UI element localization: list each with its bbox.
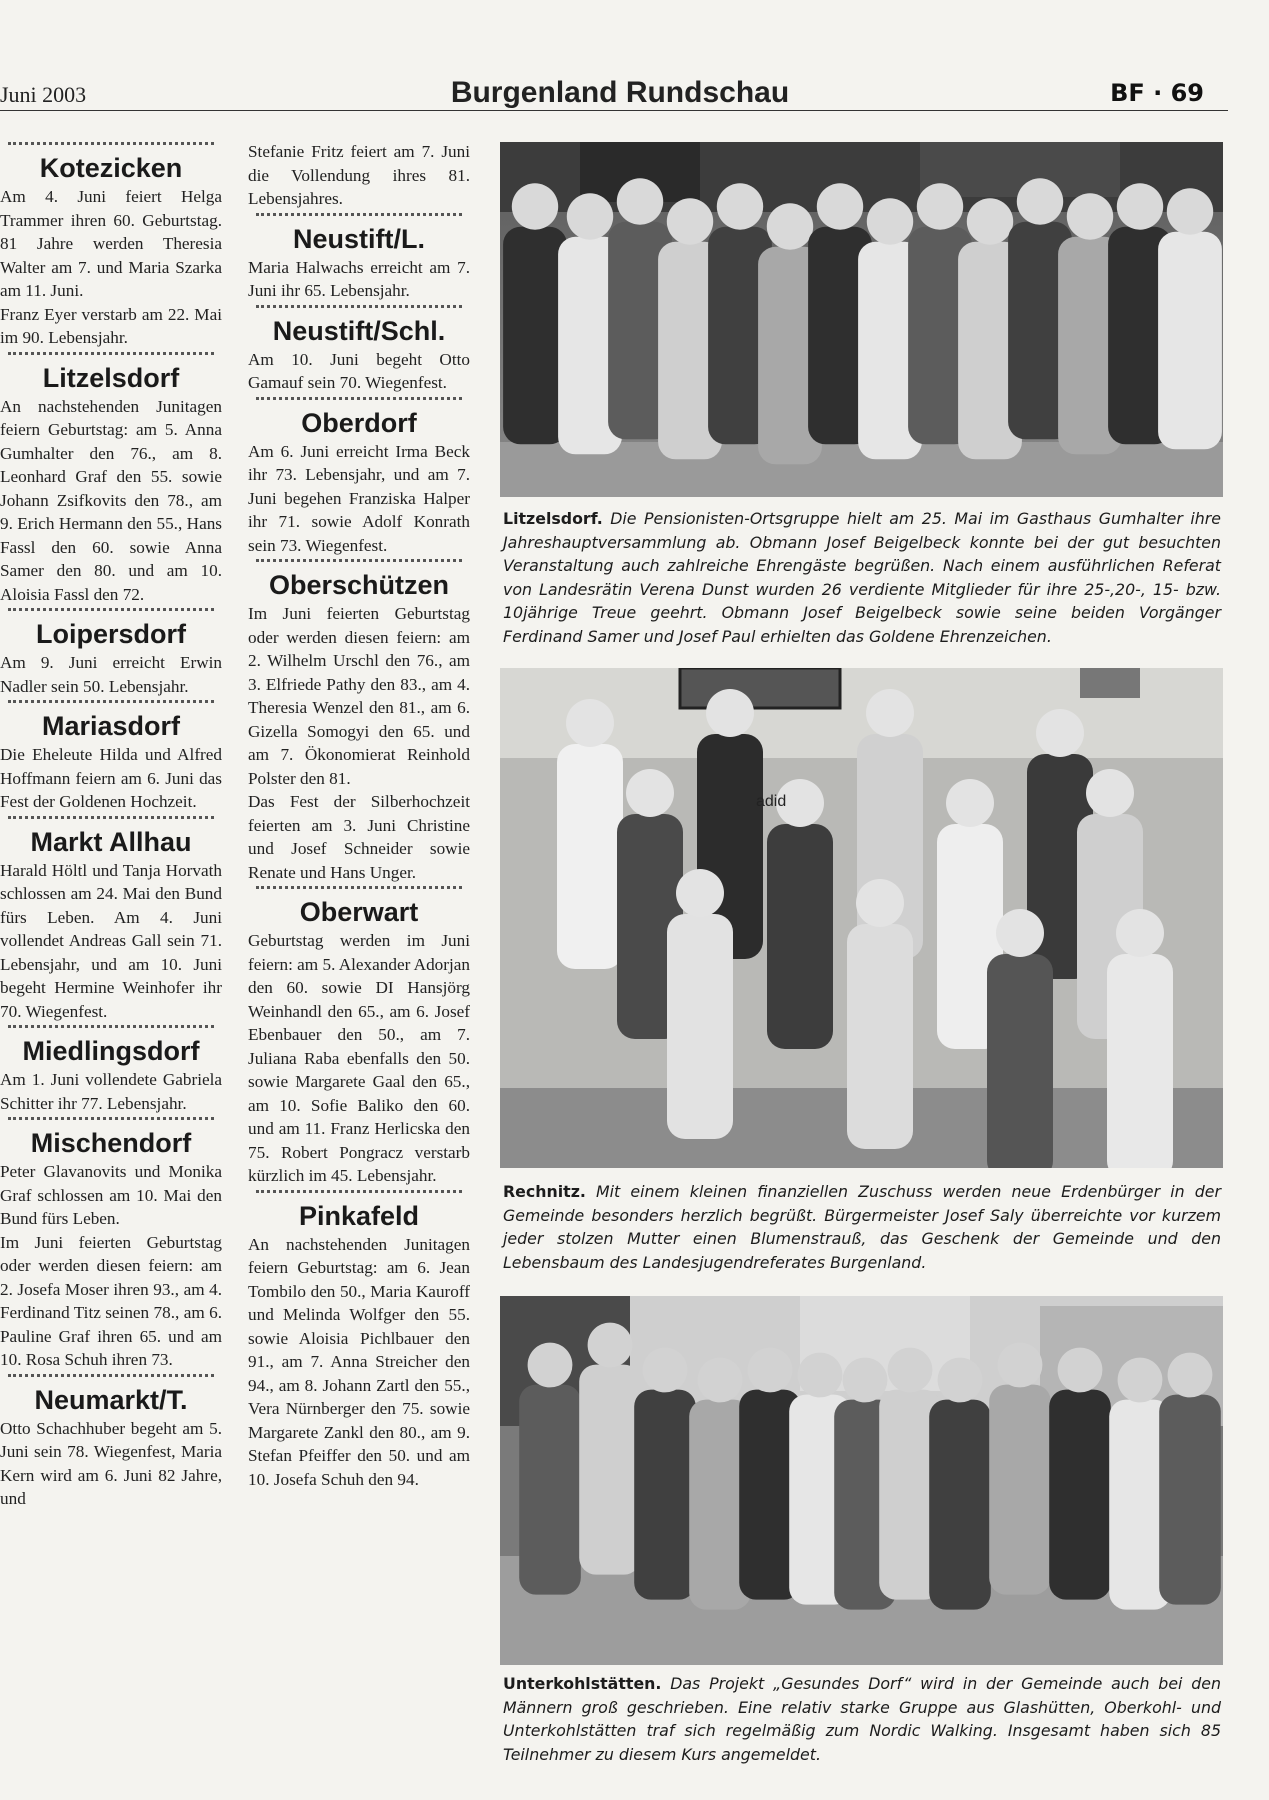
news-item: [0, 142, 222, 350]
town-heading: Oberwart: [299, 897, 419, 927]
news-paragraph: Am 4. Juni feiert Helga Trammer ihren 60. Geburtstag. 81 Jahre werden Theresia Walter am 7. und Maria Szarka am 11. Juni.: [0, 187, 222, 300]
person-head: [617, 178, 663, 224]
person-head: [667, 198, 713, 244]
town-heading: Mischendorf: [30, 1128, 192, 1158]
town-heading: Kotezicken: [39, 153, 183, 183]
news-paragraph: Peter Glavanovits und Monika Graf schlossen am 10. Mai den Bund fürs Leben.: [0, 1162, 222, 1228]
person-figure: [519, 1385, 581, 1595]
news-item: [0, 1117, 222, 1372]
dotted-separator: [8, 608, 214, 616]
person-figure: [634, 1390, 696, 1600]
town-heading: Neustift/Schl.: [272, 315, 446, 346]
news-item: [248, 559, 470, 884]
town-heading: Neumarkt/T.: [34, 1384, 188, 1415]
person-head: [998, 1343, 1043, 1388]
photo-pensioners-image: [500, 142, 1223, 497]
person-head: [566, 699, 614, 747]
person-head: [748, 1348, 793, 1393]
town-heading: Litzelsdorf: [42, 362, 180, 393]
dotted-separator: [8, 1025, 214, 1033]
newspaper-title: Burgenland Rundschau: [450, 76, 790, 109]
news-paragraph: Die Eheleute Hilda und Alfred Hoffmann feiern am 6. Juni das Fest der Goldenen Hochzeit.: [0, 745, 222, 811]
person-head: [717, 183, 763, 229]
person-head: [767, 203, 813, 249]
caption-lead: Rechnitz.: [503, 1182, 586, 1201]
town-heading: Oberschützen: [268, 570, 450, 600]
town-heading: Neustift/L.: [293, 223, 425, 254]
dotted-separator: [256, 397, 462, 405]
dotted-separator: [256, 1190, 462, 1198]
news-item: [0, 608, 222, 698]
dotted-separator: [256, 559, 462, 567]
news-column-2: [248, 140, 470, 1760]
person-head: [817, 183, 863, 229]
news-paragraph: Harald Höltl und Tanja Horvath schlossen am 24. Mai den Bund fürs Leben. Am 4. Juni vollendet Andreas Gall sein 71. Lebensjahr, und am 10. Juni begeht Hermine Weinhofer ihr 70. Wiegenfest.: [0, 860, 222, 1021]
news-item: [248, 213, 470, 303]
person-head: [1036, 709, 1084, 757]
person-figure: [1158, 232, 1222, 449]
person-figure: [1049, 1390, 1111, 1600]
person-head: [1017, 178, 1063, 224]
news-item: [0, 1025, 222, 1115]
person-figure: [579, 1365, 641, 1575]
news-item: [0, 700, 222, 814]
person-head: [588, 1323, 633, 1368]
person-figure: [929, 1400, 991, 1610]
page-number: BF · 69: [1110, 79, 1204, 107]
person-head: [676, 869, 724, 917]
news-item: [248, 1190, 470, 1492]
person-head: [643, 1348, 688, 1393]
photo-nordic-walking: [500, 1296, 1223, 1665]
news-paragraph: Maria Halwachs erreicht am 7. Juni ihr 65. Lebensjahr.: [248, 257, 470, 300]
dotted-separator: [256, 305, 462, 313]
person-head: [626, 769, 674, 817]
photo-mothers-babies: [500, 668, 1223, 1168]
dotted-separator: [8, 1117, 214, 1125]
news-item: [0, 816, 222, 1024]
news-paragraph: An nachstehenden Junitagen feiern Geburtstag: am 6. Jean Tombilo den 50., Maria Kauroff und Melinda Wolfger den 55. sowie Aloisia Pichlbauer den 91., am 7. Anna Streicher den 94., am 8. Johann Zartl den 55., Vera Nürnberger den 75. sowie Margarete Zankl den 80., am 9. Stefan Pfeiffer den 50. und am 10. Josefa Schuh den 94.: [248, 1234, 470, 1489]
issue-date: Juni 2003: [0, 82, 87, 107]
news-paragraph: Am 1. Juni vollendete Gabriela Schitter ihr 77. Lebensjahr.: [0, 1070, 222, 1113]
news-item: [248, 886, 470, 1188]
dotted-separator: [8, 352, 214, 360]
person-head: [528, 1343, 573, 1388]
shirt-logo-text: adid: [756, 793, 787, 810]
person-head: [1167, 188, 1213, 234]
person-figure: [989, 1385, 1051, 1595]
photo-mothers-image: [500, 668, 1223, 1168]
caption-lead: Unterkohlstätten.: [503, 1674, 662, 1693]
news-item: [248, 397, 470, 558]
dotted-separator: [8, 700, 214, 708]
caption-rechnitz: [503, 1180, 1221, 1274]
person-head: [967, 198, 1013, 244]
news-paragraph: Am 6. Juni erreicht Irma Beck ihr 73. Lebensjahr, und am 7. Juni begehen Franziska Halper ihr 71. sowie Adolf Konrath sein 73. Wiegenfest.: [248, 441, 470, 555]
person-head: [996, 909, 1044, 957]
person-head: [1168, 1353, 1213, 1398]
news-paragraph: Das Fest der Silberhochzeit feierten am 3. Juni Christine und Josef Schneider sowie Renate und Hans Unger.: [248, 792, 470, 882]
dotted-separator: [8, 1374, 214, 1382]
news-paragraph: Im Juni feierten Geburtstag oder werden diesen feiern: am 2. Josefa Moser ihren 93., am 4. Ferdinand Titz seinen 78., am 6. Pauline Graf ihren 65. und am 10. Rosa Schuh ihren 73.: [0, 1232, 222, 1369]
caption-text: Mit einem kleinen finanziellen Zuschuss werden neue Erdenbürger in der Gemeinde besonders herzlich begrüßt. Bürgermeister Josef Saly überreichte vor kurzem jeder stolzen Mutter einen Blumenstrauß, das Geschenk der Gemeinde und den Lebensbaum des Landesjugendreferates Burgenland.: [503, 1182, 1221, 1272]
person-head: [567, 193, 613, 239]
town-heading: Markt Allhau: [30, 826, 192, 857]
news-item: [248, 140, 470, 211]
person-head: [1058, 1348, 1103, 1393]
person-head: [938, 1358, 983, 1403]
dotted-separator: [8, 816, 214, 824]
person-figure: [1159, 1395, 1221, 1605]
person-head: [706, 689, 754, 737]
person-figure: [667, 914, 733, 1139]
news-item: [248, 305, 470, 395]
photo-pensioners-group: [500, 142, 1223, 497]
person-figure: [1107, 954, 1173, 1168]
person-head: [1118, 1358, 1163, 1403]
caption-lead: Litzelsdorf.: [503, 509, 603, 528]
news-item: [0, 352, 222, 607]
news-paragraph: Franz Eyer verstarb am 22. Mai im 90. Lebensjahr.: [0, 304, 222, 347]
person-head: [1116, 909, 1164, 957]
person-figure: [847, 924, 913, 1149]
person-head: [917, 183, 963, 229]
dotted-separator: [8, 142, 214, 150]
news-paragraph: Otto Schachhuber begeht am 5. Juni sein 78. Wiegenfest, Maria Kern wird am 6. Juni 82 Jahre, und: [0, 1418, 222, 1508]
dotted-separator: [256, 213, 462, 221]
news-column-1: [0, 140, 222, 1760]
person-head: [888, 1348, 933, 1393]
caption-text: Das Projekt „Gesundes Dorf“ wird in der Gemeinde auch bei den Männern groß geschrieben. Eine relativ starke Gruppe aus Glashütten, Oberkohl- und Unterkohlstätten traf sich regelmäßig zum Nordic Walking. Insgesamt haben sich 85 Teilnehmer zu diesem Kurs angemeldet.: [503, 1674, 1221, 1764]
news-paragraph: An nachstehenden Junitagen feiern Geburtstag: am 5. Anna Gumhalter den 76., am 8. Leonhard Graf den 55. sowie Johann Zsifkovits den 78., am 9. Erich Hermann den 55., Hans Fassl den 60. sowie Anna Samer den 80. und am 10. Aloisia Fassl den 72.: [0, 396, 222, 604]
person-figure: [503, 227, 567, 444]
caption-litzelsdorf: [503, 507, 1221, 648]
person-figure: [557, 744, 623, 969]
news-paragraph: Am 9. Juni erreicht Erwin Nadler sein 50. Lebensjahr.: [0, 653, 222, 696]
dotted-separator: [256, 886, 462, 894]
person-head: [866, 689, 914, 737]
town-heading: Miedlingsdorf: [22, 1036, 200, 1066]
caption-text: Die Pensionisten-Ortsgruppe hielt am 25. Mai im Gasthaus Gumhalter ihre Jahreshauptversammlung ab. Obmann Josef Beigelbeck konnte bei der gut besuchten Veranstaltung auch zahlreiche Ehrengäste begrüßen. Nach einem ausführlichen Referat von Landesrätin Verena Dunst wurden 26 verdiente Mitglieder für ihre 25-,20-, 15- bzw. 10jährige Treue geehrt. Obmann Josef Beigelbeck sowie seine beiden Vorgänger Ferdinand Samer und Josef Paul erhielten das Goldene Ehrenzeichen.: [503, 509, 1221, 646]
person-head: [1067, 193, 1113, 239]
town-heading: Oberdorf: [301, 407, 417, 438]
person-figure: [987, 954, 1053, 1168]
person-head: [798, 1353, 843, 1398]
news-paragraph: Am 10. Juni begeht Otto Gamauf sein 70. Wiegenfest.: [248, 349, 470, 392]
town-heading: Pinkafeld: [298, 1200, 420, 1231]
header-rule: [0, 110, 1228, 111]
town-heading: Loipersdorf: [35, 619, 186, 649]
person-head: [867, 198, 913, 244]
person-head: [1117, 183, 1163, 229]
person-figure: [767, 824, 833, 1049]
news-paragraph: Stefanie Fritz feiert am 7. Juni die Vollendung ihres 81. Lebensjahres.: [248, 142, 470, 208]
news-paragraph: Im Juni feierten Geburtstag oder werden diesen feiern: am 2. Wilhelm Urschl den 76., am 3. Elfriede Pathy den 83., am 4. Theresia Wenzel den 81., am 6. Gizella Somogyi den 65. und am 7. Ökonomierat Reinhold Polster den 81.: [248, 604, 470, 788]
news-item: [0, 1374, 222, 1511]
person-head: [856, 879, 904, 927]
page-header: [0, 70, 1269, 112]
news-paragraph: Geburtstag werden im Juni feiern: am 5. Alexander Adorjan den 60. sowie DI Hansjörg Weinhandl den 65., am 6. Josef Ebenbauer den 50., am 7. Juliana Raba ebenfalls den 50. sowie Margarete Gaal den 65., am 10. Sofie Baliko den 60. und am 11. Franz Herlicska den 75. Robert Pongracz verstarb kürzlich im 45. Lebensjahr.: [248, 931, 470, 1185]
photo-walking-image: [500, 1296, 1223, 1665]
person-head: [1086, 769, 1134, 817]
caption-unterkohlstaetten: [503, 1672, 1221, 1766]
person-head: [843, 1358, 888, 1403]
person-head: [946, 779, 994, 827]
town-heading: Mariasdorf: [41, 711, 181, 741]
person-head: [698, 1358, 743, 1403]
person-head: [512, 183, 558, 229]
